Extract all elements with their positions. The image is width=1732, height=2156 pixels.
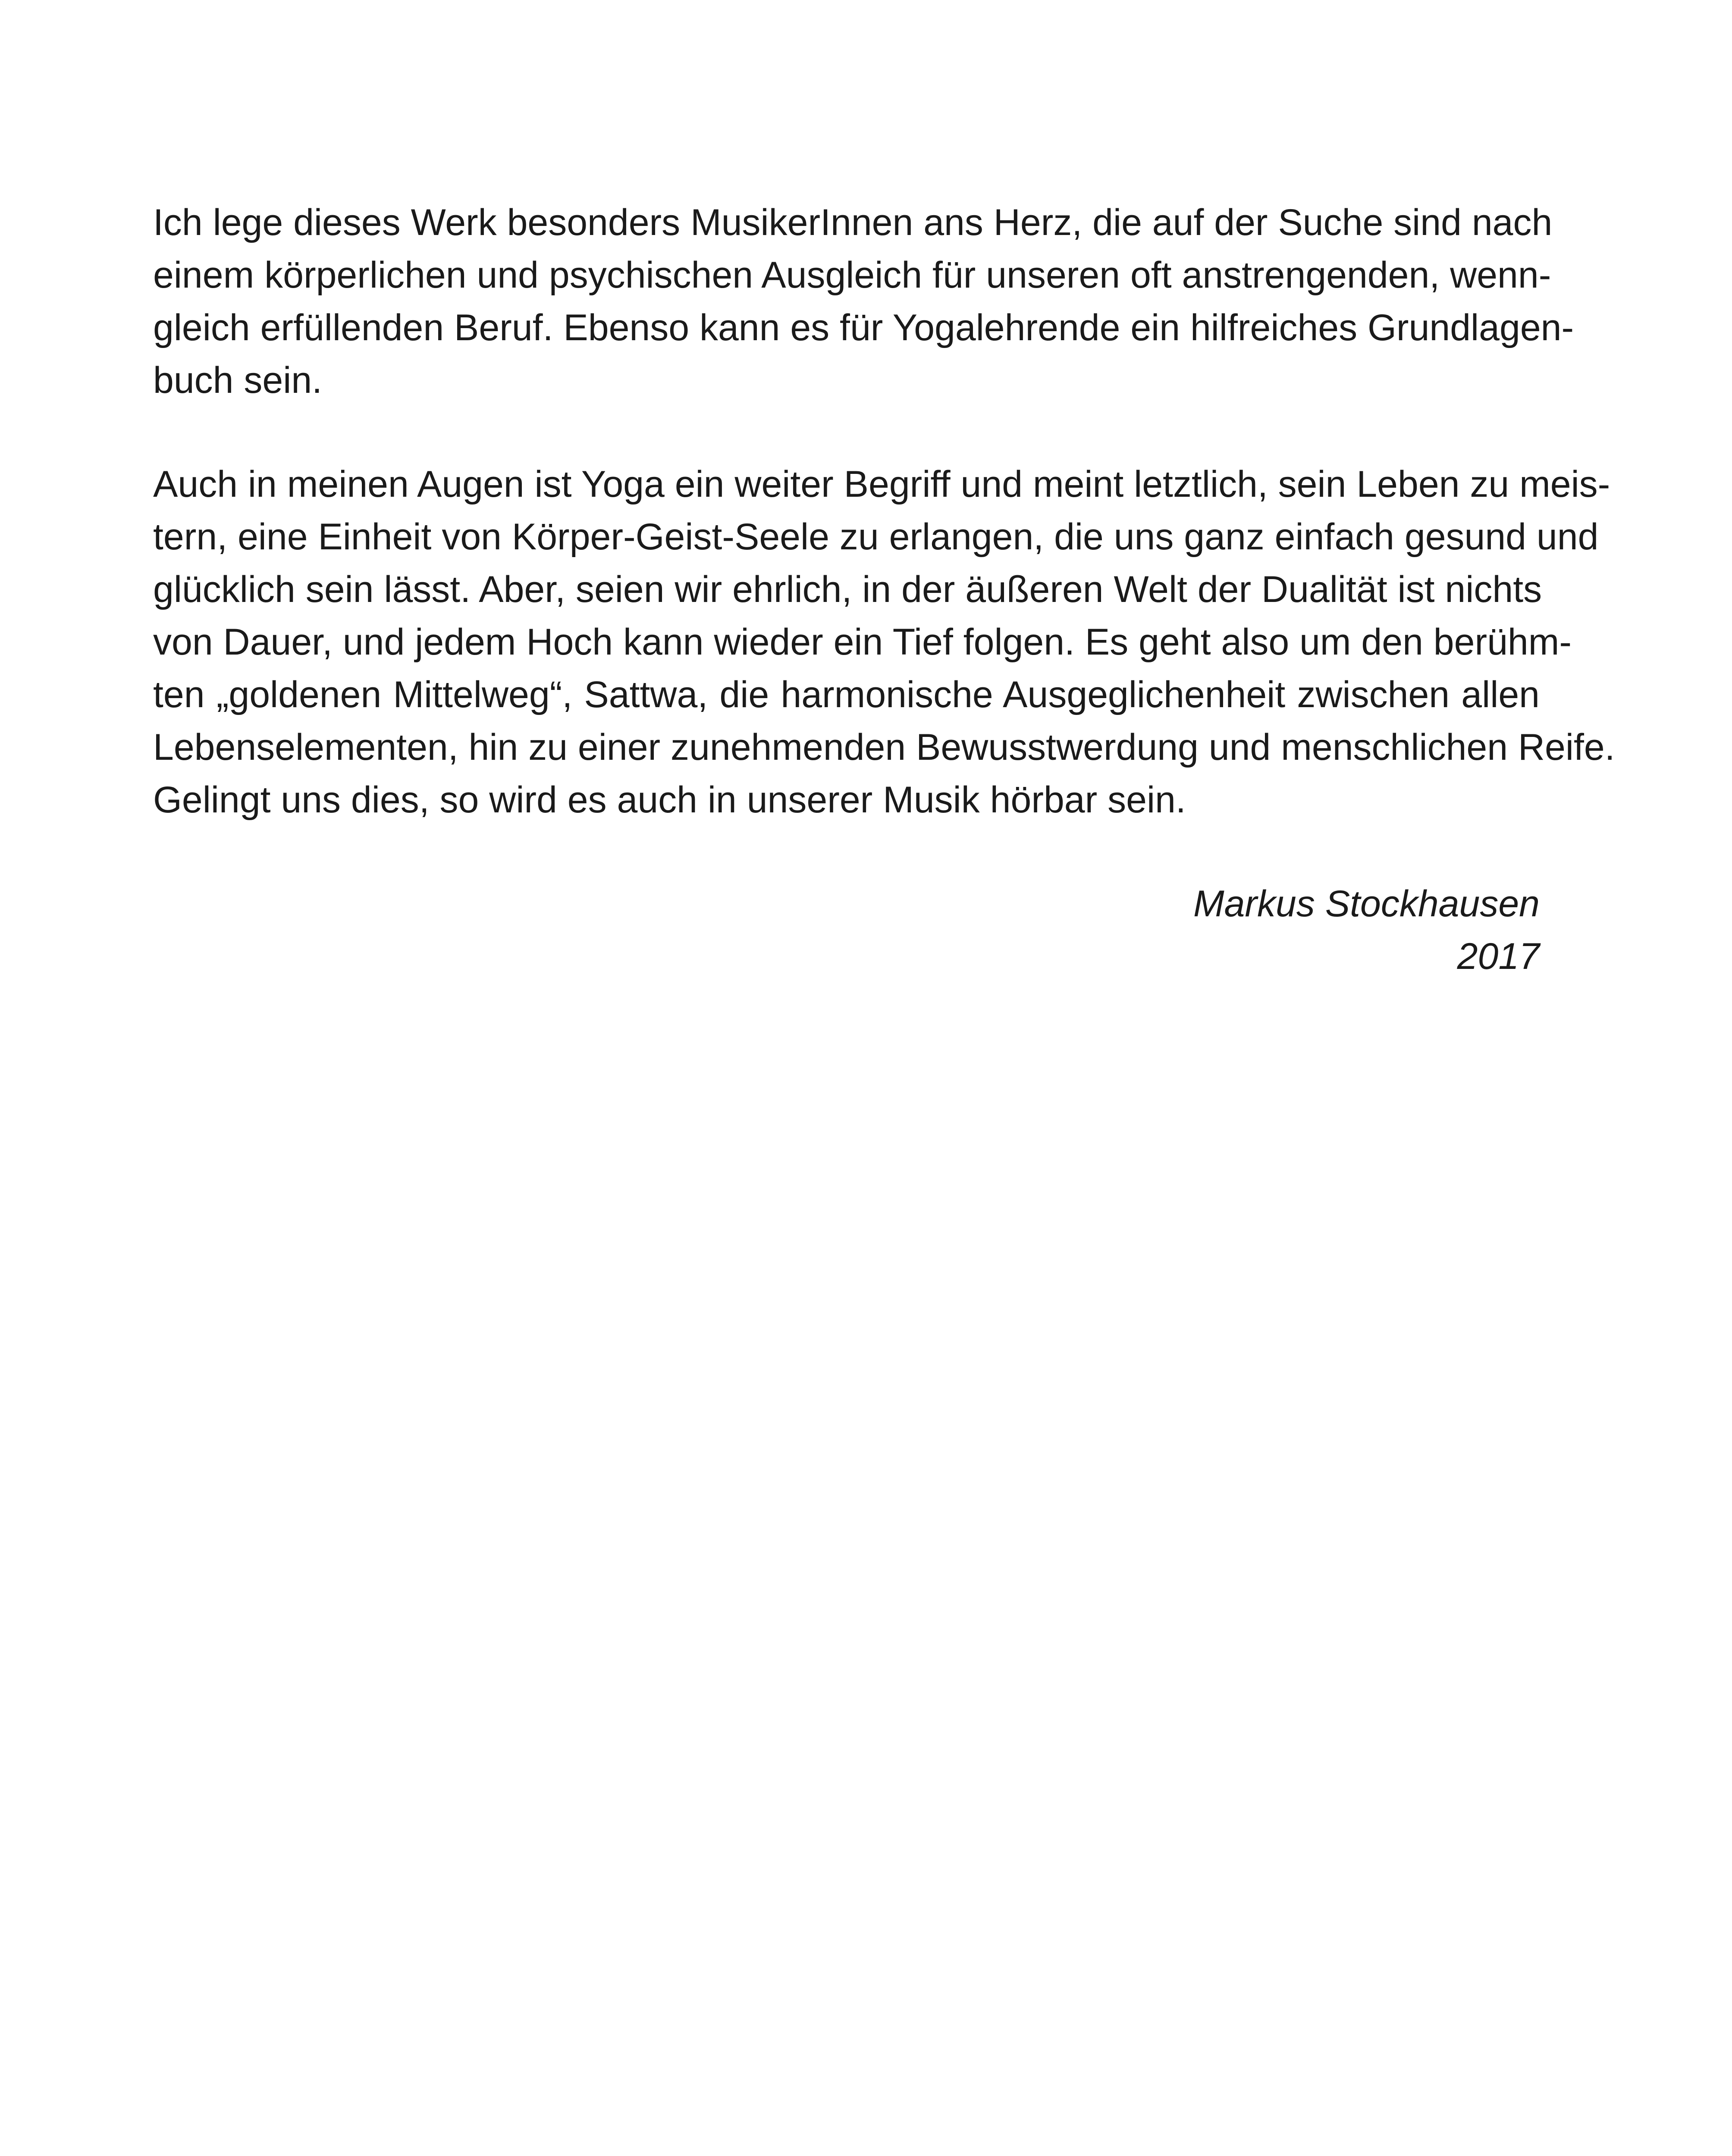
text-line: tern, eine Einheit von Körper-Geist-Seele zu erlangen, die uns ganz einfach gesund und xyxy=(153,516,1599,558)
signature-year: 2017 xyxy=(1457,936,1540,977)
text-line: gleich erfüllenden Beruf. Ebenso kann es für Yogalehrende ein hilfreiches Grundlagen- xyxy=(153,307,1574,348)
paragraph-1 xyxy=(153,196,1574,407)
text-line: Ich lege dieses Werk besonders MusikerInnen ans Herz, die auf der Suche sind nach xyxy=(153,202,1553,243)
text-line: ten „goldenen Mittelweg“, Sattwa, die harmonische Ausgeglichenheit zwischen allen xyxy=(153,674,1540,715)
signature-block xyxy=(1193,877,1540,983)
text-line: glücklich sein lässt. Aber, seien wir ehrlich, in der äußeren Welt der Dualität ist nichts xyxy=(153,569,1542,610)
text-line: einem körperlichen und psychischen Ausgleich für unseren oft anstrengenden, wenn- xyxy=(153,254,1551,296)
text-line: von Dauer, und jedem Hoch kann wieder ein Tief folgen. Es geht also um den berühm- xyxy=(153,621,1572,663)
signature-author: Markus Stockhausen xyxy=(1193,883,1540,924)
text-line: buch sein. xyxy=(153,360,323,401)
text-line: Auch in meinen Augen ist Yoga ein weiter Begriff und meint letztlich, sein Leben zu meis- xyxy=(153,464,1610,505)
paragraph-2 xyxy=(153,458,1615,826)
text-line: Lebenselementen, hin zu einer zunehmenden Bewusstwerdung und menschlichen Reife. xyxy=(153,727,1615,768)
text-line: Gelingt uns dies, so wird es auch in unserer Musik hörbar sein. xyxy=(153,779,1186,821)
